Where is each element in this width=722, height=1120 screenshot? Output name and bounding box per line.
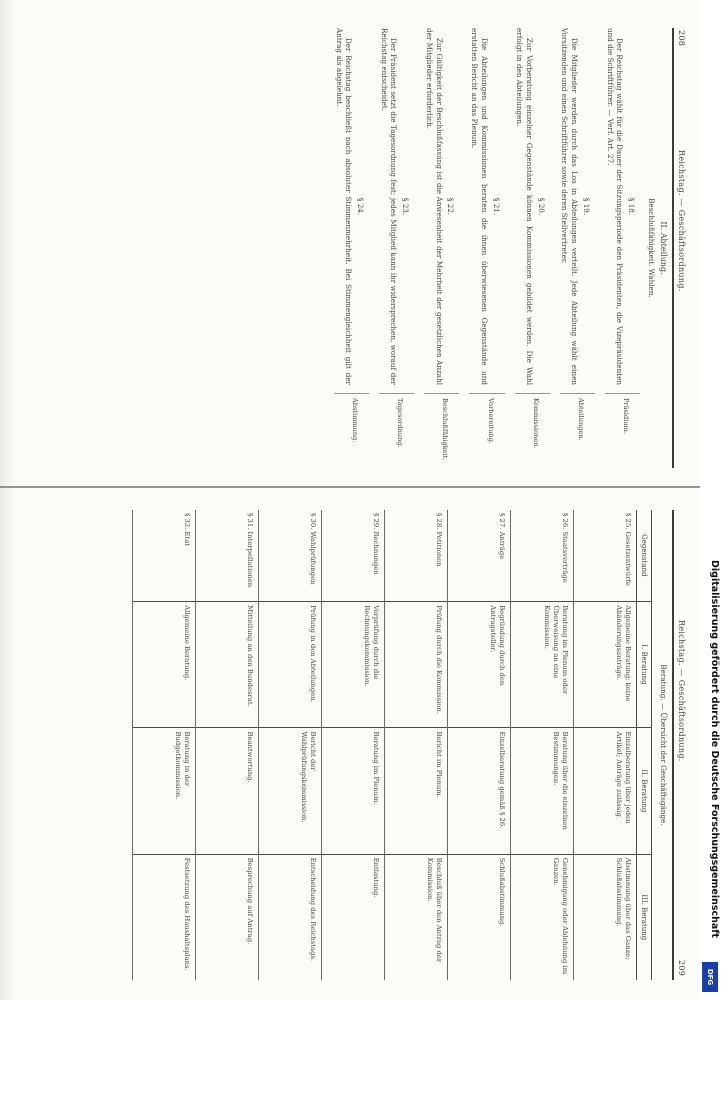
section-number: § 23. bbox=[401, 197, 411, 216]
table-row bbox=[573, 510, 636, 980]
section-text: Der Reichstag beschließt nach absoluter Stimmenmehrheit. Bei Stimmengleichheit gilt der Antrag als abgelehnt. bbox=[334, 28, 354, 385]
margin-note: Tagesordnung. bbox=[379, 393, 414, 468]
table-cell: § 27. Anträge bbox=[497, 513, 506, 560]
table-cell: Beantwortung. bbox=[196, 727, 258, 853]
paragraph-section bbox=[379, 28, 414, 468]
table-cell: Mitteilung an den Bundesrat. bbox=[196, 601, 258, 727]
table-cell: Entscheidung des Reichstags. bbox=[259, 854, 321, 980]
section-text: Zur Gültigkeit der Beschlußfassung ist die Anwesenheit der Mehrheit der gesetzlichen Anzahl der Mitglieder erforderlich. bbox=[424, 28, 444, 385]
header-rule-left bbox=[672, 28, 674, 468]
table-cell: Abstimmung über das Ganze; Schlußabstimmung. bbox=[574, 854, 636, 980]
page-number-left: 208 bbox=[677, 30, 686, 47]
table-row bbox=[195, 510, 258, 980]
table-title: Beratung. — Übersicht der Geschäftsgänge. bbox=[659, 664, 668, 826]
table-cell: Beschluß über den Antrag der Kommission. bbox=[385, 854, 447, 980]
footer-strip bbox=[700, 0, 722, 1000]
table-row bbox=[132, 510, 195, 980]
left-heading-block: Beschlußfähigkeit. Wahlen. bbox=[647, 198, 656, 298]
left-section-title: II. Abteilung. bbox=[659, 221, 668, 275]
dfg-logo-icon bbox=[702, 962, 718, 992]
running-head-left: Reichstag. — Geschäftsordnung. bbox=[677, 150, 686, 292]
section-text: Der Präsident setzt die Tagesordnung fest; jedes Mitglied kann ihr widersprechen, worauf der Reichstag entscheidet. bbox=[379, 28, 399, 385]
table-column-header: I. Beratung bbox=[637, 601, 651, 727]
table-cell: Vorprüfung durch die Rechnungskommission. bbox=[322, 601, 384, 727]
table-cell: Begründung durch den Antragsteller. bbox=[448, 601, 510, 727]
table-cell: Prüfung durch die Kommission. bbox=[385, 601, 447, 727]
table-cell: § 31. Interpellationen bbox=[245, 513, 254, 588]
table-cell: Allgemeine Beratung. bbox=[133, 601, 195, 727]
paragraph-section bbox=[605, 28, 640, 468]
table-cell: Bericht im Plenum. bbox=[385, 727, 447, 853]
table-cell: § 28. Petitionen bbox=[434, 513, 443, 567]
section-number: § 22. bbox=[446, 197, 456, 216]
left-sections bbox=[324, 28, 640, 468]
section-text: Der Reichstag wählt für die Dauer der Sitzungsperiode den Präsidenten, die Vizepräsidenten und die Schriftführer. — Verf. Art. 27. bbox=[605, 28, 625, 385]
margin-note: Abstimmung. bbox=[334, 393, 369, 468]
section-number: § 20. bbox=[536, 197, 546, 216]
section-number: § 19. bbox=[581, 197, 591, 216]
table-cell: § 30. Wahlprüfungen bbox=[308, 513, 317, 585]
page-number-right: 209 bbox=[677, 960, 686, 977]
table-cell: § 25. Gesetzentwürfe bbox=[623, 513, 632, 586]
section-number: § 24. bbox=[356, 197, 366, 216]
table-cell: Entlastung. bbox=[322, 854, 384, 980]
paragraph-section bbox=[334, 28, 369, 468]
table-cell: § 32. Etat bbox=[182, 513, 191, 547]
table-column-header: Gegenstand bbox=[640, 534, 648, 577]
table-cell: Prüfung in den Abteilungen. bbox=[259, 601, 321, 727]
dfg-logo-text: DFG bbox=[706, 968, 714, 986]
table-cell: Bericht der Wahlprüfungskommission. bbox=[259, 727, 321, 853]
table-cell: § 26. Staatsverträge bbox=[560, 513, 569, 583]
margin-note: Präsidium. bbox=[605, 393, 640, 468]
procedure-table bbox=[132, 510, 652, 980]
margin-note: Beschlußfähigkeit. bbox=[424, 393, 459, 468]
header-rule-right bbox=[672, 510, 674, 980]
section-text: Zur Vorberatung einzelner Gegenstände können Kommissionen gebildet werden. Die Wahl erfolgt in den Abteilungen. bbox=[515, 28, 534, 385]
margin-note: Abteilungen. bbox=[560, 393, 595, 468]
paragraph-section bbox=[469, 28, 504, 468]
table-cell: Beratung über die einzelnen Bestimmungen. bbox=[511, 727, 573, 853]
table-row bbox=[321, 510, 384, 980]
margin-note: Kommissionen. bbox=[515, 393, 550, 468]
table-cell: Einzelberatung über jeden Artikel; Anträge zulässig. bbox=[574, 727, 636, 853]
section-text: Die Mitglieder werden durch das Los in Abteilungen verteilt. Jede Abteilung wählt einen Vorsitzenden und einen Schriftführer sowie deren Stellvertreter. bbox=[560, 28, 580, 385]
margin-note: Vorbereitung. bbox=[469, 393, 504, 468]
paragraph-section bbox=[424, 28, 459, 468]
table-cell: § 29. Rechnungen bbox=[371, 513, 380, 575]
dfg-credit: Digitalisierung gefördert durch die Deutsche Forschungsgemeinschaft bbox=[709, 560, 720, 938]
table-cell: Festsetzung des Haushaltsplans. bbox=[133, 854, 195, 980]
section-number: § 18. bbox=[627, 197, 636, 216]
table-cell: Allgemeine Beratung; keine Abänderungsanträge. bbox=[574, 601, 636, 727]
running-head-right: Reichstag. — Geschäftsordnung. bbox=[677, 620, 686, 762]
table-cell: Beratung im Plenum. bbox=[322, 727, 384, 853]
page-fold bbox=[0, 486, 700, 488]
table-cell: Schlußabstimmung. bbox=[448, 854, 510, 980]
table-column-header: III. Beratung bbox=[637, 854, 651, 980]
section-text: Die Abteilungen und Kommissionen beraten die ihnen überwiesenen Gegenstände und erstatten Bericht an das Plenum. bbox=[470, 28, 489, 385]
table-cell: Genehmigung oder Ablehnung im Ganzen. bbox=[511, 854, 573, 980]
table-column-header: II. Beratung bbox=[637, 727, 651, 853]
table-row bbox=[447, 510, 510, 980]
table-cell: Einzelberatung gemäß § 26. bbox=[448, 727, 510, 853]
table-cell: Beratung in der Budgetkommission. bbox=[133, 727, 195, 853]
section-number: § 21. bbox=[491, 197, 501, 216]
paragraph-section bbox=[515, 28, 550, 468]
table-cell: Besprechung auf Antrag. bbox=[196, 854, 258, 980]
paragraph-section bbox=[560, 28, 595, 468]
table-cell: Beratung im Plenum oder Überweisung an eine Kommission. bbox=[511, 601, 573, 727]
table-row bbox=[258, 510, 321, 980]
table-row bbox=[510, 510, 573, 980]
table-row bbox=[384, 510, 447, 980]
